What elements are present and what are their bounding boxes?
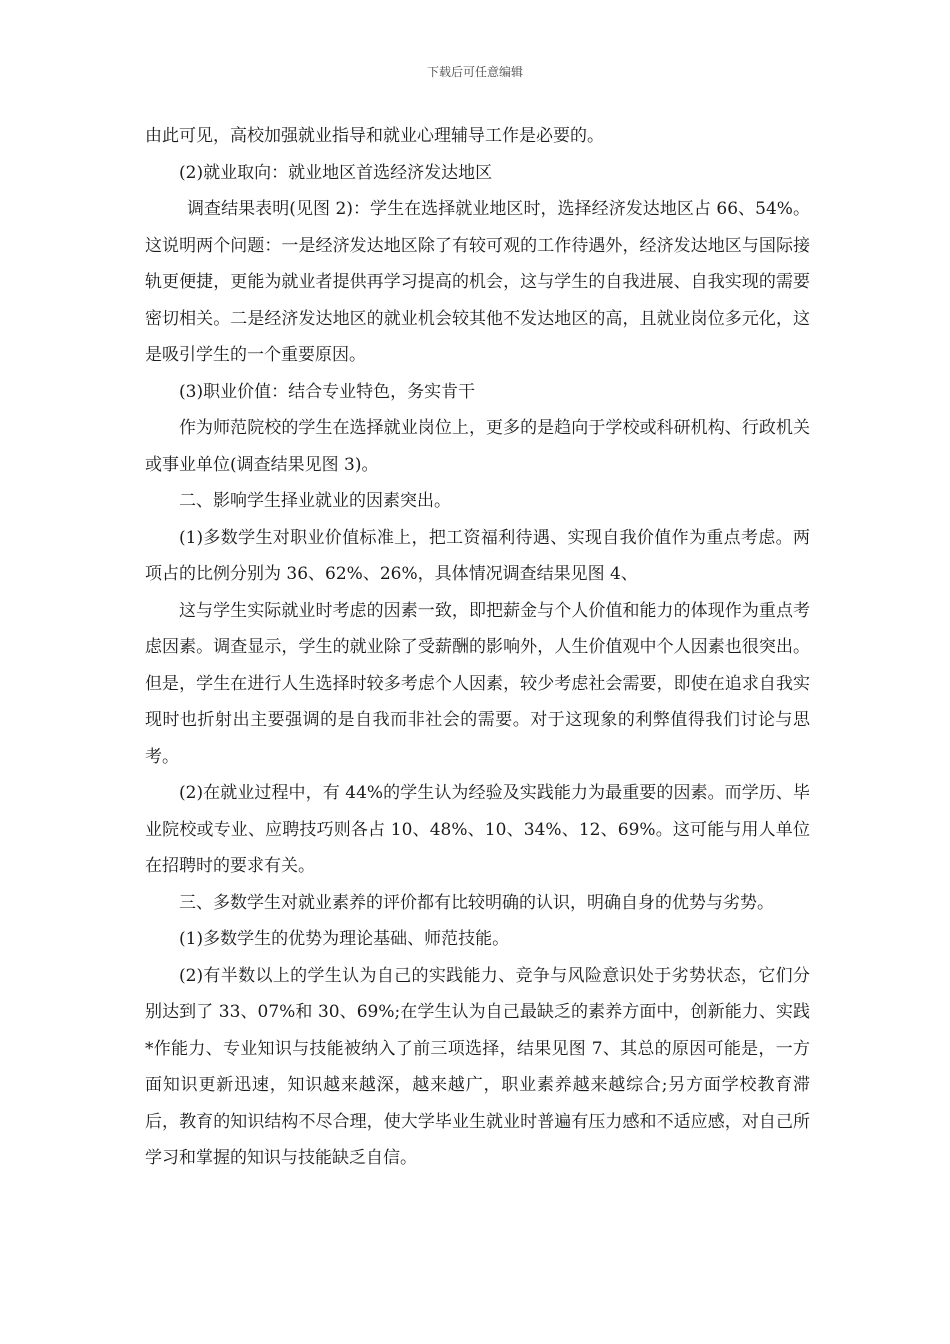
paragraph: 这与学生实际就业时考虑的因素一致，即把薪金与个人价值和能力的体现作为重点考虑因素。调查显示，学生的就业除了受薪酬的影响外，人生价值观中个人因素也很突出。但是，学生在进行人生选择时较多考虑个人因素，较少考虑社会需要，即使在追求自我实现时也折射出主要强调的是自我而非社会的需要。对于这现象的利弊值得我们讨论与思考。 <box>145 600 810 767</box>
paragraph: (1)多数学生对职业价值标准上，把工资福利待遇、实现自我价值作为重点考虑。两项占的比例分别为 36、62%、26%，具体情况调查结果见图 4、 <box>145 527 810 584</box>
page-header: 下载后可任意编辑 <box>426 65 523 79</box>
document-body <box>145 118 810 1177</box>
paragraph: 调查结果表明(见图 2)：学生在选择就业地区时，选择经济发达地区占 66、54%。这说明两个问题：一是经济发达地区除了有较可观的工作待遇外，经济发达地区与国际接轨更便捷，更能为就业者提供再学习提高的机会，这与学生的自我进展、自我实现的需要密切相关。二是经济发达地区的就业机会较其他不发达地区的高，且就业岗位多元化，这是吸引学生的一个重要原因。 <box>145 199 810 365</box>
paragraph: (2)在就业过程中，有 44%的学生认为经验及实践能力为最重要的因素。而学历、毕业院校或专业、应聘技巧则各占 10、48%、10、34%、12、69%。这可能与用人单位在招聘时的要求有关。 <box>145 783 810 876</box>
paragraph: 由此可见，高校加强就业指导和就业心理辅导工作是必要的。 <box>145 126 604 146</box>
paragraph: (1)多数学生的优势为理论基础、师范技能。 <box>179 929 510 949</box>
subheading: (2)就业取向：就业地区首选经济发达地区 <box>179 162 493 183</box>
section-heading: 三、多数学生对就业素养的评价都有比较明确的认识，明确自身的优势与劣势。 <box>179 892 774 913</box>
subheading: (3)职业价值：结合专业特色，务实肯干 <box>179 381 476 402</box>
section-heading: 二、影响学生择业就业的因素突出。 <box>179 491 451 511</box>
paragraph: 作为师范院校的学生在选择就业岗位上，更多的是趋向于学校或科研机构、行政机关或事业单位(调查结果见图 3)。 <box>145 418 810 475</box>
paragraph: (2)有半数以上的学生认为自己的实践能力、竞争与风险意识处于劣势状态，它们分别达到了 33、07%和 30、69%;在学生认为自己最缺乏的素养方面中，创新能力、实践*作能力、专业知识与技能被纳入了前三项选择，结果见图 7、其总的原因可能是，一方面知识更新迅速，知识越来越深，越来越广，职业素养越来越综合;另方面学校教育滞后，教育的知识结构不尽合理，使大学毕业生就业时普遍有压力感和不适应感，对自己所学习和掌握的知识与技能缺乏自信。 <box>145 965 810 1168</box>
